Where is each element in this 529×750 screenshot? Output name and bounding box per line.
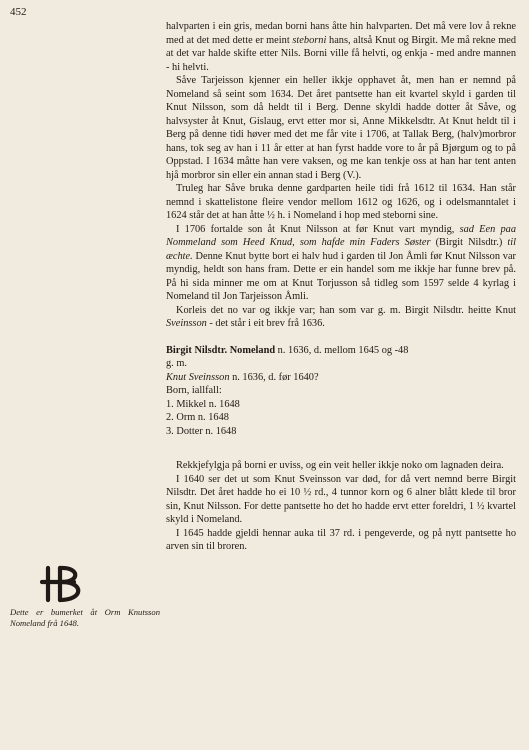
italic-run: sad Een paa Nommeland som Heed Knud, som hafde min Faders Søster [166, 223, 517, 248]
italic-run: til æchte. [166, 237, 516, 262]
italic-run: steborni [292, 34, 327, 46]
spouse-name: Knut Sveinsson [166, 371, 230, 383]
text-run: hans, altså Knut og Birgit. Me må rekne med at det var halde skifte etter Nils. Borni ville få helvti, og enkja - med andre mannen - hi helvti. [166, 34, 517, 73]
spouse-dates: n. 1636, d. før 1640? [229, 371, 319, 383]
paragraph-6: Rekkjefylgja på borni er uviss, og ein veit heller ikkje noko om lagnaden deira. [176, 460, 504, 471]
child-item: 2. Orm n. 1648 [166, 412, 229, 423]
text-run: (Birgit Nilsdtr.) [430, 237, 508, 248]
paragraph-7: I 1640 ser det ut som Knut Sveinsson var død, for då vert nemnd berre Birgit Nilsdtr. Det året hadde ho ei 10 ½ rd., 4 tunnor korn og 6 alner blått klede til bror sin, Knut Nilsson. For dette pantsette ho det ho hadde ervt etter foreldri, 1 ½ kvartel skyld i Nomeland. [166, 473, 516, 525]
paragraph-1 [166, 20, 516, 74]
paragraph-4 [166, 223, 516, 304]
text-run: I 1706 fortalde son åt Knut Nilsson at før Knut vart myndig, [176, 223, 460, 235]
italic-run: Sveinsson [166, 318, 207, 329]
text-run: halvparten i ein gris, medan borni hans åtte hin halvparten. Det må vere lov å rekne med at det med dette er meint [166, 21, 516, 46]
page-number: 452 [10, 6, 27, 18]
text-run: - det står i eit brev frå 1636. [206, 318, 325, 329]
text-run: Denne Knut bytte bort ei halv hud i garden til Jon Åmli før Knut Nilsson var myndig, heldt son hans fram. Dette er ein handel som me ikkje har funne brev på. På hi sida minner me om at Knut Torjusson så tidleg som 1597 selde 4 kyrlag i Nomeland til Jon Tarjeisson Åmli. [166, 250, 516, 302]
entry-heading [166, 344, 516, 358]
paragraph-5 [166, 304, 516, 331]
child-item: 1. Mikkel n. 1648 [166, 398, 240, 410]
text-run: Korleis det no var og ikkje var; han som var g. m. Birgit Nilsdtr. heitte Knut [176, 304, 516, 316]
person-dates: n. 1636, d. mellom 1645 og -48 [275, 344, 409, 356]
spouse-line [166, 371, 516, 385]
married-label: g. m. [166, 358, 187, 369]
person-name: Birgit Nilsdtr. Nomeland [166, 344, 276, 356]
children-label: Born, iallfall: [166, 385, 222, 396]
genealogy-entry [166, 344, 516, 439]
figure-caption: Dette er bumerket åt Orm Knutsson Nomeland frå 1648. [10, 607, 160, 628]
child-item: 3. Dotter n. 1648 [166, 425, 237, 437]
main-text [166, 20, 516, 554]
house-mark-icon [40, 565, 88, 603]
paragraph-2: Såve Tarjeisson kjenner ein heller ikkje opphavet åt, men han er nemnd på Nomeland så seint som 1634. Det året pantsette han eit kvartel skyld i garden til Knut Nilsson, som då heldt til i Berg. Denne skyldi hadde dotter åt Såve, og halvsyster åt Knut, Gislaug, ervt etter mor si, Anne Mikkelsdtr. At Knut heldt til i Berg på denne tidi høver med det me får vite i 1706, at Tallak Berg, (halv)morbror hans, tok seg av han i 11 år etter at han fyrst hadde vore to år på Bjørgum og to på Oppstad. I 1634 måtte han vere vaksen, og me kan tenkje oss at han har tent anten hjå morbror sin eller ein annan stad i Berg (V.). [166, 75, 516, 181]
paragraph-8: I 1645 hadde gjeldi hennar auka til 37 rd. i pengeverde, og på nytt pantsette ho arven sin til broren. [166, 527, 516, 552]
paragraph-3: Truleg har Såve bruka denne gardparten heile tidi frå 1612 til 1634. Han står nemnd i skattelistone fleire vendor mellom 1612 og 1626, og i odelsmanntalet i 1624 står det at han åtte ½ h. i Nomeland i hop med steborni sine. [166, 183, 516, 221]
